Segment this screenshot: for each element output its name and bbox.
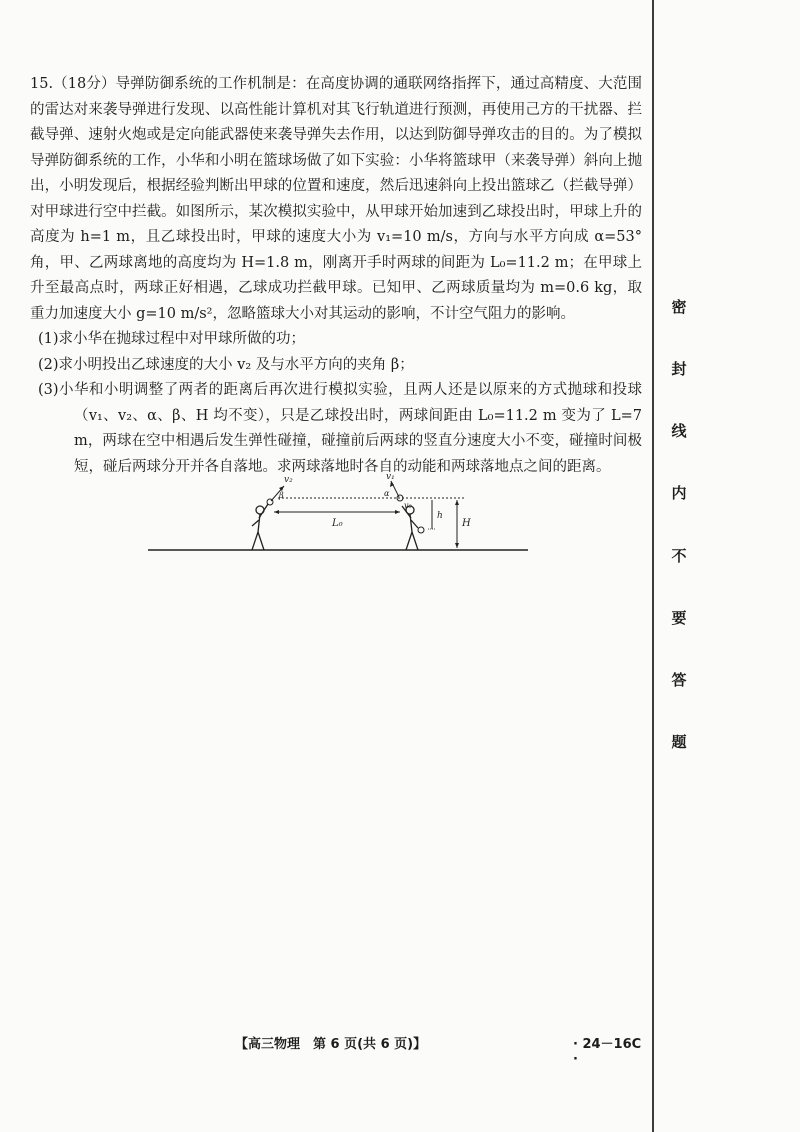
seal-char: 要 [671,608,687,627]
L0-label: L₀ [332,518,343,529]
seal-char: 密 [671,298,687,316]
binding-line [652,0,654,1132]
seal-char: 线 [671,422,687,441]
question-stem-text: 导弹防御系统的工作机制是：在高度协调的通联网络指挥下，通过高精度、大范围的雷达对来袭导弹进行发现、以高性能计算机对其飞行轨道进行预测，再使用己方的干扰器、拦截导弹、速射火炮或是定向能武器使来袭导弹失去作用，以达到防御导弹攻击的目的。为了模拟导弹防御系统的工作，小华和小明在篮球场做了如下实验：小华将篮球甲（来袭导弹）斜向上抛出，小明发现后，根据经验判断出甲球的位置和速度，然后迅速斜向上投出篮球乙（拦截导弹）对甲球进行空中拦截。如图所示，某次模拟实验中，从甲球开始加速到乙球投出时，甲球上升的高度为 h=1 m，且乙球投出时，甲球的速度大小为 v₁=10 m/s，方向与水平方向成 α=53°角，甲、乙两球离地的高度均为 H=1.8 m，刚离开手时两球的间距为 L₀=11.2 m；在甲球上升至最高点时，两球正好相遇，乙球成功拦截甲球。已知甲、乙两球质量均为 m=0.6 kg，取重力加速度大小 g=10 m/s²，忽略篮球大小对其运动的影响，不计空气阻力的影响。 [30,76,642,322]
part-3: (3)小华和小明调整了两者的距离后再次进行模拟实验，且两人还是以原来的方式抛球和投球（v₁、v₂、α、β、H 均不变），只是乙球投出时，两球间距由 L₀=11.2 m 变为了 L=7 m，两球在空中相遇后发生弹性碰撞，碰撞前后两球的竖直分速度大小不变，碰撞时间极短，碰后两球分开并各自落地。求两球落地时各自的动能和两球落地点之间的距离。 [38,382,642,475]
part-1: (1)求小华在抛球过程中对甲球所做的功； [38,331,306,347]
alpha-label: α [384,489,390,498]
beta-label: β [279,491,284,500]
h-label: h [437,511,443,521]
question-number: 15. [30,76,54,92]
seal-char: 封 [671,360,687,379]
v0-label: v₀ [404,501,412,510]
ball-jia-start [418,527,424,533]
H-label: H [462,518,471,529]
v2-label: v₂ [284,475,293,485]
experiment-figure [148,472,528,554]
footer-code: · 24－16C · [573,1037,642,1067]
left-person-figure [252,504,268,550]
question-score: （18分） [53,76,116,92]
question-stem [30,72,642,327]
seal-char: 不 [671,546,687,565]
footer-page-info: 【高三物理 第 6 页(共 6 页)】 [235,1037,427,1052]
seal-char: 题 [671,732,687,751]
seal-line-notice [655,300,703,750]
seal-char: 内 [671,484,687,503]
v1-label: v₁ [386,472,395,482]
part-2: (2)求小明投出乙球速度的大小 v₂ 及与水平方向的夹角 β； [38,356,414,373]
right-person-figure [402,506,418,550]
seal-char: 答 [671,670,687,689]
question-15 [30,72,642,480]
